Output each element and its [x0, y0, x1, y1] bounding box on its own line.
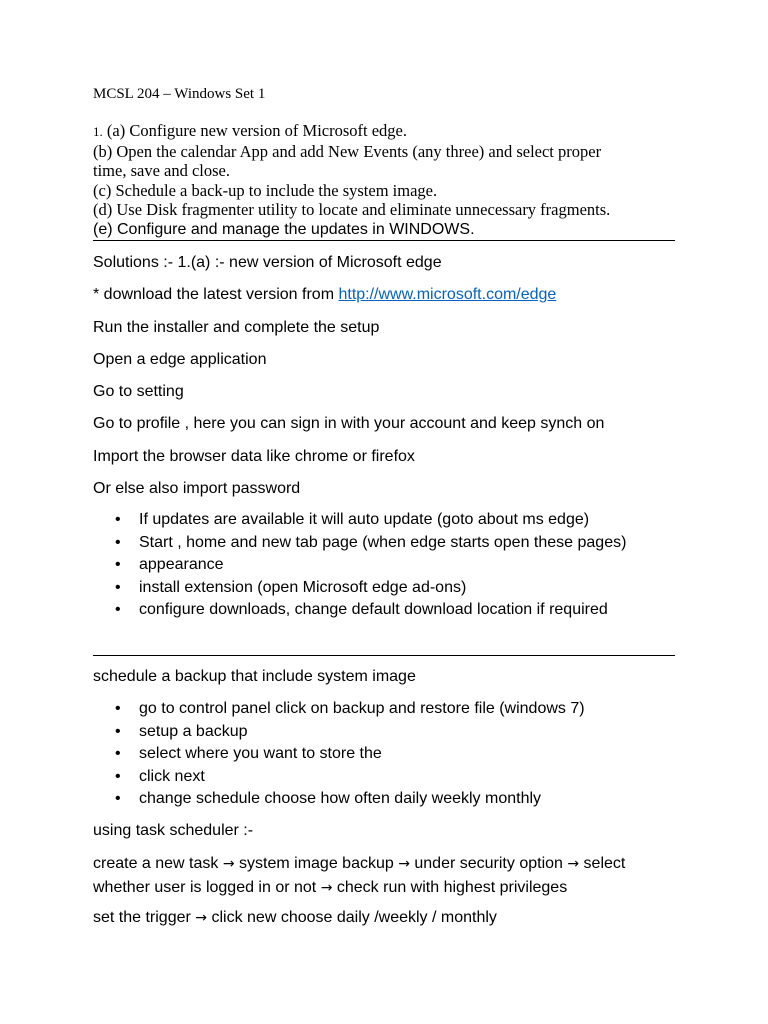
trigger-text: set the trigger: [93, 909, 196, 926]
download-prefix: * download the latest version from: [93, 286, 339, 303]
step-run-installer: Run the installer and complete the setup: [93, 319, 380, 336]
list-item: [93, 509, 626, 532]
question-e: (e) Configure and manage the updates in WINDOWS.: [93, 220, 475, 238]
trigger-text: click new choose daily /weekly / monthly: [207, 909, 497, 926]
section-divider: [93, 655, 675, 656]
list-item: [93, 788, 585, 811]
bullet-glyph: •: [115, 745, 121, 763]
step-import-data: Import the browser data like chrome or firefox: [93, 448, 415, 465]
question-b-line1: (b) Open the calendar App and add New Events (any three) and select proper: [93, 141, 602, 161]
task-step-text: select whether user is logged in or not: [93, 855, 626, 896]
arrow-right-icon: →: [195, 910, 208, 926]
question-c: (c) Schedule a back-up to include the system image.: [93, 180, 438, 200]
step-go-setting: Go to setting: [93, 383, 184, 400]
question-b-line2: time, save and close.: [93, 161, 230, 180]
bullet-glyph: •: [115, 511, 121, 528]
list-item: [93, 698, 585, 721]
task-scheduler-heading: using task scheduler :-: [93, 822, 254, 839]
step-go-profile: Go to profile , here you can sign in with your account and keep synch on: [93, 415, 605, 432]
edge-settings-bullet-list: [93, 509, 626, 622]
bullet-glyph: •: [115, 601, 121, 619]
list-item-text: configure downloads, change default download location if required: [139, 601, 608, 619]
list-item: [93, 721, 585, 744]
backup-bullet-list: [93, 698, 585, 811]
step-open-edge: Open a edge application: [93, 351, 267, 368]
list-item: [93, 743, 585, 766]
question-d: (d) Use Disk fragmenter utility to locate and eliminate unnecessary fragments.: [93, 200, 611, 219]
list-item-text: Start , home and new tab page (when edge starts open these pages): [139, 533, 627, 551]
arrow-right-icon: →: [567, 856, 580, 872]
download-line: [93, 284, 556, 306]
list-item-text: setup a backup: [139, 722, 248, 740]
arrow-right-icon: →: [222, 856, 235, 872]
list-item-text: install extension (open Microsoft edge ad-ons): [139, 578, 467, 596]
question-a: [93, 121, 675, 142]
list-item-text: go to control panel click on backup and restore file (windows 7): [139, 700, 585, 717]
document-header: MCSL 204 – Windows Set 1: [93, 86, 266, 102]
backup-heading: schedule a backup that include system image: [93, 668, 416, 685]
list-item: [93, 766, 585, 789]
bullet-glyph: •: [115, 556, 121, 574]
list-item-text: click next: [139, 767, 205, 785]
bullet-glyph: •: [115, 578, 121, 596]
task-step-text: create a new task: [93, 855, 223, 872]
list-item: [93, 554, 626, 577]
list-item: [93, 599, 626, 622]
task-steps-paragraph: [93, 852, 675, 900]
list-item-text: If updates are available it will auto update (goto about ms edge): [139, 511, 590, 528]
bullet-glyph: •: [115, 533, 121, 551]
question-a-text: (a) Configure new version of Microsoft edge.: [106, 121, 407, 140]
bullet-glyph: •: [115, 790, 121, 808]
question-list: [93, 121, 675, 239]
list-item-text: appearance: [139, 556, 224, 574]
solutions-heading: Solutions :- 1.(a) :- new version of Microsoft edge: [93, 254, 442, 271]
list-item-text: change schedule choose how often daily weekly monthly: [139, 790, 542, 808]
task-step-text: system image backup: [234, 855, 399, 872]
arrow-right-icon: →: [320, 880, 333, 896]
list-item: [93, 577, 626, 600]
question-number: 1.: [93, 124, 103, 139]
trigger-paragraph: [93, 907, 497, 929]
bullet-glyph: •: [115, 722, 121, 740]
bullet-glyph: •: [115, 767, 121, 785]
arrow-right-icon: →: [398, 856, 410, 872]
list-item-text: select where you want to store the: [139, 745, 382, 763]
microsoft-edge-link[interactable]: http://www.microsoft.com/edge: [338, 286, 557, 303]
task-step-text: check run with highest privileges: [332, 879, 568, 896]
bullet-glyph: •: [115, 700, 121, 717]
step-import-password: Or else also import password: [93, 480, 301, 497]
section-divider: [93, 240, 675, 241]
list-item: [93, 532, 626, 555]
task-step-text: under security option: [409, 855, 568, 872]
